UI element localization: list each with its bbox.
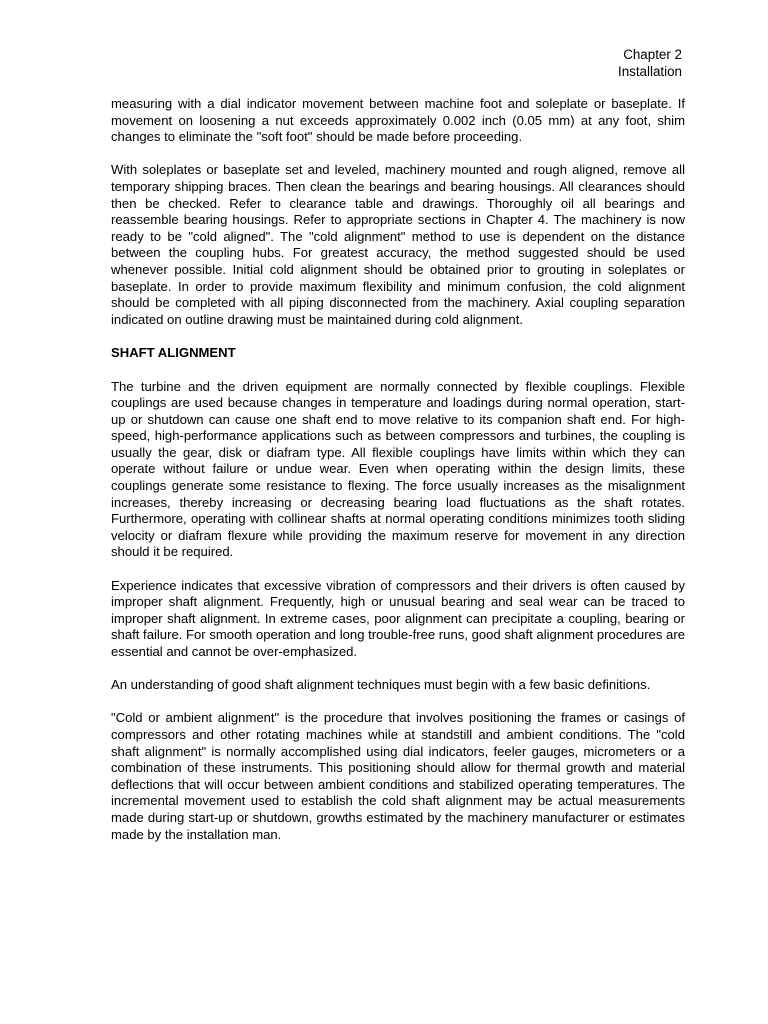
paragraph-soft-foot: measuring with a dial indicator movement between machine foot and soleplate or baseplate. If movement on loosening a nut exceeds approximately 0.002 inch (0.05 mm) at any foot, shim changes to eliminate the "soft foot" should be made before proceeding. xyxy=(111,96,685,145)
paragraph-definitions-intro: An understanding of good shaft alignment techniques must begin with a few basic definitions. xyxy=(111,677,651,693)
header-chapter: Chapter 2 xyxy=(623,47,682,62)
paragraph-flexible-couplings: The turbine and the driven equipment are normally connected by flexible couplings. Flexible couplings are used because changes in temperature and loadings during normal operation, start-up or shutdown can cause one shaft end to move relative to its companion shaft end. For high-speed, high-performance applications such as between compressors and turbines, the coupling is usually the gear, disk or diafram type. All flexible couplings have limits within which they can operate without failure or undue wear. Even when operating within the design limits, these couplings generate some resistance to flexing. The force usually increases as the misalignment increases, thereby increasing or decreasing bearing load fluctuations as the shaft rotates. Furthermore, operating with collinear shafts at normal operating conditions minimizes tooth sliding velocity or diafram flexure while providing the maximum reserve for movement in any direction should it be required. xyxy=(111,378,685,560)
section-heading: SHAFT ALIGNMENT xyxy=(111,345,236,361)
header-section: Installation xyxy=(617,63,682,79)
body-text xyxy=(111,96,685,860)
paragraph-experience: Experience indicates that excessive vibration of compressors and their drivers is often caused by improper shaft alignment. Frequently, high or unusual bearing and seal wear can be traced to improper shaft alignment. In extreme cases, poor alignment can precipitate a coupling, bearing or shaft failure. For smooth operation and long trouble-free runs, good shaft alignment procedures are essential and cannot be over-emphasized. xyxy=(111,577,685,659)
paragraph-cold-aligned: With soleplates or baseplate set and leveled, machinery mounted and rough aligned, remove all temporary shipping braces. Then clean the bearings and bearing housings. All clearances should then be checked. Refer to clearance table and drawings. Thoroughly oil all bearings and reassemble bearing housings. Refer to appropriate sections in Chapter 4. The machinery is now ready to be "cold aligned". The "cold alignment" method to use is dependent on the distance between the coupling hubs. For greatest accuracy, the method suggested should be used whenever possible. Initial cold alignment should be obtained prior to grouting in soleplates or baseplate. In order to provide maximum flexibility and minimum confusion, the cold alignment should be completed with all piping disconnected from the machinery. Axial coupling separation indicated on outline drawing must be maintained during cold alignment. xyxy=(111,162,685,327)
running-header xyxy=(618,47,682,80)
paragraph-cold-alignment-definition: "Cold or ambient alignment" is the procedure that involves positioning the frames or casings of compressors and other rotating machines while at standstill and ambient conditions. The "cold shaft alignment" is normally accomplished using dial indicators, feeler gauges, micrometers or a combination of these instruments. This positioning should allow for thermal growth and material deflections that will occur between ambient conditions and stabilized operating temperatures. The incremental movement used to establish the cold shaft alignment may be actual measurements made during start-up or shutdown, growths estimated by the machinery manufacturer or estimates made by the installation man. xyxy=(111,710,685,842)
